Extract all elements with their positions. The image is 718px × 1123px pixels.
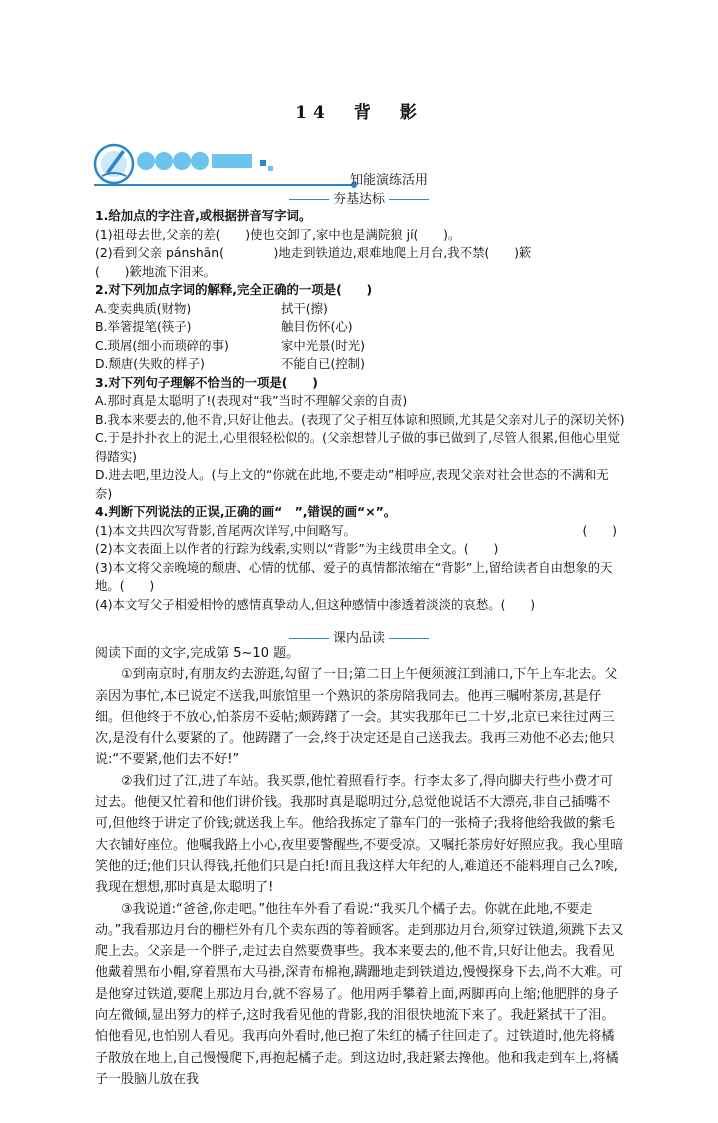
q4-statement-3: (3)本文将父亲晚境的颓唐、心情的忧郁、爱子的真情都浓缩在“背影”上,留给读者自由想象的天地。( ) — [95, 559, 613, 593]
q3-option-d: D.进去吧,里边没人。(与上文的“你就在此地,不要走动”相呼应,表现父亲对社会世态的不满和无奈) — [95, 467, 609, 501]
q2-row-d: D.颓唐(失败的样子) 不能自已(控制) — [95, 356, 366, 371]
q2-row-c: C.琐屑(细小而琐碎的事) 家中光景(时光) — [95, 337, 366, 353]
passage-paragraph-3: ③我说道:“爸爸,你走吧。”他往车外看了看说:“我买几个橘子去。你就在此地,不要走动。”我看那边月台的栅栏外有几个卖东西的等着顾客。走到那边月台,须穿过铁道,须跳下去又爬上去。父亲是一个胖子,走过去自然要费事些。我本来要去的,他不肯,只好让他去。我看见他戴着黑布小帽,穿着黑布大马褂,深青布棉袍,蹒跚地走到铁道边,慢慢探身下去,尚不大难。可是他穿过铁道,要爬上那边月台,就不容易了。他用两手攀着上面,两脚再向上缩;他肥胖的身子向左微倾,显出努力的样子,这时我看见他的背影,我的泪很快地流下来了。我赶紧拭干了泪。怕他看见,也怕别人看见。我再向外看时,他已抱了朱红的橘子往回走了。过铁道时,他先将橘子散放在地上,自己慢慢爬下,再抱起橘子走。到这边时,我赶紧去搀他。他和我走到车上,将橘子一股脑儿放在我 — [95, 901, 624, 1087]
q4-stem: 4.判断下列说法的正误,正确的画“ ”,错误的画“×”。 — [95, 504, 397, 519]
q2-row-a: A.变卖典质(财物) 拭干(擦) — [95, 300, 328, 316]
exercise-block — [95, 207, 625, 614]
q2-row-b: B.举箸提笔(筷子) 触目伤怀(心) — [95, 319, 353, 334]
passage-paragraph-1: ①到南京时,有朋友约去游逛,勾留了一日;第二日上午便须渡江到浦口,下午上车北去。父亲因为事忙,本已说定不送我,叫旅馆里一个熟识的茶房陪我同去。他再三嘱咐茶房,甚是仔细。但他终于不放心,怕茶房不妥帖;颇踌躇了一会。其实我那年已二十岁,北京已来往过两三次,是没有什么要紧的了。他踌躇了一会,终于决定还是自己送我去。我再三劝他不必去;他只说:“不要紧,他们去不好!” — [95, 667, 618, 768]
q1-line3: ( )簌地流下泪来。 — [95, 263, 217, 279]
passage-paragraph-2: ②我们过了江,进了车站。我买票,他忙着照看行李。行李太多了,得向脚夫行些小费才可过去。他便又忙着和他们讲价钱。我那时真是聪明过分,总觉他说话不大漂亮,非自己插嘴不可,但他终于讲定了价钱;就送我上车。他给我拣定了靠车门的一张椅子;我将他给我做的紫毛大衣铺好座位。他嘱我路上小心,夜里要警醒些,不要受凉。又嘱托茶房好好照应我。我心里暗笑他的迂;他们只认得钱,托他们只是白托!而且我这样大年纪的人,难道还不能料理自己么?唉,我现在想想,那时真是太聪明了! — [95, 773, 624, 896]
q3-option-b: B.我本来要去的,他不肯,只好让他去。(表现了父子相互体谅和照顾,尤其是父亲对儿子的深切关怀) — [95, 411, 625, 427]
reading-passage — [95, 643, 625, 1090]
section-rule-right — [389, 199, 429, 200]
section-heading-basic: 夯基达标 — [0, 188, 718, 207]
q1-stem: 1.给加点的字注音,或根据拼音写字词。 — [95, 208, 312, 223]
section-heading-reading: 课内品读 — [0, 627, 718, 646]
q1-line1: (1)祖母去世,父亲的差( )使也交卸了,家中也是满院狼 jí( )。 — [95, 226, 461, 242]
section-rule-left — [289, 638, 329, 639]
book-pen-icon — [95, 145, 133, 183]
q4-statement-2: (2)本文表面上以作者的行踪为线索,实则以“背影”为主线贯串全文。( ) — [95, 541, 499, 556]
section-rule-left — [289, 199, 329, 200]
q3-option-a: A.那时真是太聪明了!(表现对“我”当时不理解父亲的自责) — [95, 393, 408, 408]
q4-statement-1: (1)本文共四次写背影,首尾两次详写,中间略写。 ( ) — [95, 522, 617, 538]
q2-stem: 2.对下列加点字词的解释,完全正确的一项是( ) — [95, 282, 373, 297]
q3-option-c: C.于是扑扑衣上的泥土,心里很轻松似的。(父亲想替儿子做的事已做到了,尽管人很累,但他心里觉得踏实) — [95, 430, 620, 464]
reading-intro: 阅读下面的文字,完成第 5~10 题。 — [95, 646, 300, 661]
section-rule-right — [389, 638, 429, 639]
q4-statement-4: (4)本文写父子相爱相怜的感情真挚动人,但这种感情中渗透着淡淡的哀愁。( ) — [95, 596, 536, 612]
banner-label: 知能演练活用 — [350, 173, 429, 188]
q3-stem: 3.对下列句子理解不恰当的一项是( ) — [95, 374, 318, 390]
q1-line2: (2)看到父亲 pánshān( )地走到铁道边,艰难地爬上月台,我不禁( )簌 — [95, 245, 532, 260]
page-title: 14 背 影 — [295, 103, 423, 123]
